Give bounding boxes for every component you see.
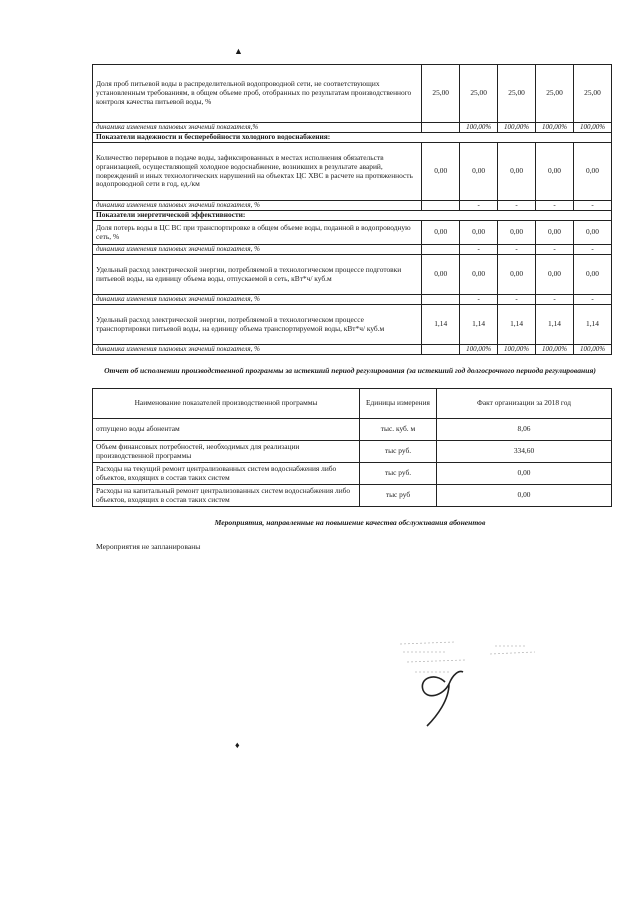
table-row [93, 463, 612, 485]
indicator-value: - [460, 201, 498, 211]
row-value: 334,60 [437, 441, 612, 463]
table-row [93, 485, 612, 507]
indicator-value: 0,00 [536, 221, 574, 245]
dynamics-row [93, 123, 612, 133]
indicator-value: 100,00% [573, 123, 611, 133]
indicators-table [92, 64, 612, 355]
indicator-row [93, 255, 612, 295]
section-label: Показатели энергетической эффективности: [93, 211, 612, 221]
section-label: Показатели надежности и бесперебойности холодного водоснабжения: [93, 133, 612, 143]
indicator-value [422, 245, 460, 255]
indicator-value: - [536, 245, 574, 255]
header-units: Единицы измерения [360, 389, 437, 419]
indicator-value: 100,00% [498, 123, 536, 133]
indicator-value [422, 295, 460, 305]
indicator-value: 1,14 [573, 305, 611, 345]
table-row [93, 441, 612, 463]
indicator-label: Доля потерь воды в ЦС ВС при транспортировке в общем объеме воды, поданной в водопроводную сеть, % [93, 221, 422, 245]
indicator-row [93, 221, 612, 245]
indicator-value: - [498, 245, 536, 255]
section-row [93, 133, 612, 143]
measures-note: Мероприятия не запланированы [96, 542, 201, 551]
indicator-value [422, 345, 460, 355]
indicator-value: 0,00 [536, 143, 574, 201]
indicator-value: - [536, 295, 574, 305]
signature [405, 660, 485, 730]
header-indicator-name: Наименование показателей производственной программы [93, 389, 360, 419]
indicator-value: 100,00% [460, 345, 498, 355]
indicator-row [93, 305, 612, 345]
indicator-value: 0,00 [573, 221, 611, 245]
indicator-value: 0,00 [422, 143, 460, 201]
report-table [92, 388, 612, 507]
indicator-label: Удельный расход электрической энергии, потребляемой в технологическом процессе подготовки питьевой воды, на единицу объема воды, отпускаемой в сеть, кВт*ч/ куб.м [93, 255, 422, 295]
row-unit: тыс руб. [360, 441, 437, 463]
indicator-value: - [573, 295, 611, 305]
indicator-label: Количество перерывов в подаче воды, зафиксированных в местах исполнения обязательств организацией, осуществляющей холодное водоснабжение, возникших в результате аварий, повреждений и иных технологических нарушений на объектах ЦС ХВС в расчете на протяженность водопроводной сети в год, ед./км [93, 143, 422, 201]
indicator-value: 0,00 [460, 143, 498, 201]
indicator-label: Удельный расход электрической энергии, потребляемой в технологическом процессе транспортировки питьевой воды, на единицу объема транспортируемой воды, кВт*ч/ куб.м [93, 305, 422, 345]
indicator-value: 1,14 [536, 305, 574, 345]
indicator-value: 100,00% [573, 345, 611, 355]
row-unit: тыс. куб. м [360, 419, 437, 441]
indicator-value: 25,00 [536, 65, 574, 123]
indicator-label: динамика изменения плановых значений показателя, % [93, 201, 422, 211]
row-value: 8,06 [437, 419, 612, 441]
indicator-value: - [460, 245, 498, 255]
report-title: Отчет об исполнении производственной программы за истекший период регулирования (за истекший год долгосрочного периода регулирования) [104, 366, 596, 375]
indicator-value: 0,00 [498, 143, 536, 201]
row-value: 0,00 [437, 463, 612, 485]
indicator-value: 0,00 [460, 255, 498, 295]
indicator-value: 25,00 [422, 65, 460, 123]
indicator-value: 0,00 [422, 255, 460, 295]
indicator-value: - [460, 295, 498, 305]
indicator-label: динамика изменения плановых значений показателя, % [93, 245, 422, 255]
indicator-value: 25,00 [460, 65, 498, 123]
row-name: Объем финансовых потребностей, необходимых для реализации производственной программы [93, 441, 360, 463]
indicator-value: - [498, 295, 536, 305]
indicator-value: 25,00 [573, 65, 611, 123]
indicator-row [93, 143, 612, 201]
scan-mark: ▲ [234, 46, 243, 56]
indicator-value: 0,00 [460, 221, 498, 245]
indicator-value: 1,14 [498, 305, 536, 345]
indicator-value: 100,00% [536, 123, 574, 133]
measures-title: Мероприятия, направленные на повышение качества обслуживания абонентов [214, 518, 486, 527]
indicator-value: 100,00% [498, 345, 536, 355]
indicator-value: 0,00 [498, 221, 536, 245]
indicator-label: динамика изменения плановых значений показателя, % [93, 295, 422, 305]
indicator-value: - [498, 201, 536, 211]
indicator-value: 0,00 [422, 221, 460, 245]
indicator-value: 100,00% [460, 123, 498, 133]
row-unit: тыс руб [360, 485, 437, 507]
row-value: 0,00 [437, 485, 612, 507]
indicator-label: динамика изменения плановых значений показателя, % [93, 345, 422, 355]
row-name: Расходы на капитальный ремонт централизованных систем водоснабжения либо объектов, входящих в состав таких систем [93, 485, 360, 507]
indicator-value [422, 201, 460, 211]
header-fact: Факт организации за 2018 год [437, 389, 612, 419]
scan-mark: ♦ [235, 740, 240, 750]
indicator-value: 0,00 [498, 255, 536, 295]
indicator-value: 0,00 [573, 255, 611, 295]
indicator-value: - [573, 201, 611, 211]
indicator-value: 0,00 [573, 143, 611, 201]
indicator-value: 1,14 [422, 305, 460, 345]
row-name: Расходы на текущий ремонт централизованных систем водоснабжения либо объектов, входящих в состав таких систем [93, 463, 360, 485]
indicator-value: - [573, 245, 611, 255]
indicator-value: 0,00 [536, 255, 574, 295]
row-name: отпущено воды абонентам [93, 419, 360, 441]
indicator-row [93, 65, 612, 123]
indicator-value: - [536, 201, 574, 211]
indicator-value: 1,14 [460, 305, 498, 345]
table-row [93, 419, 612, 441]
indicator-value [422, 123, 460, 133]
report-header-row [93, 389, 612, 419]
dynamics-row [93, 295, 612, 305]
section-row [93, 211, 612, 221]
indicator-label: Доля проб питьевой воды в распределительной водопроводной сети, не соответствующих установленным требованиям, в общем объеме проб, отобранных по результатам производственного контроля качества питьевой воды, % [93, 65, 422, 123]
indicator-value: 100,00% [536, 345, 574, 355]
row-unit: тыс руб. [360, 463, 437, 485]
dynamics-row [93, 245, 612, 255]
indicator-value: 25,00 [498, 65, 536, 123]
dynamics-row [93, 345, 612, 355]
indicator-label: динамика изменения плановых значений показателя,% [93, 123, 422, 133]
dynamics-row [93, 201, 612, 211]
